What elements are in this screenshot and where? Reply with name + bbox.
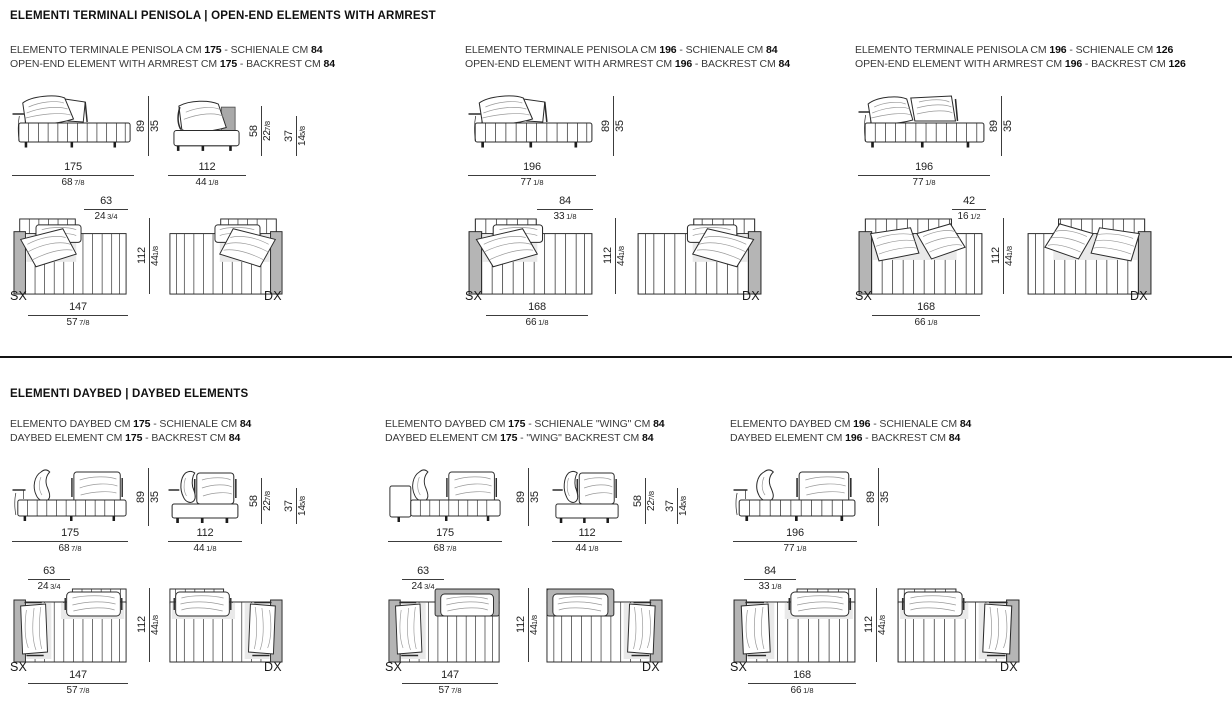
subtitle-it: ELEMENTO TERMINALE PENISOLA CM 196 - SCHIENALE CM 126 <box>855 44 1174 56</box>
plan-view-sx-drawing <box>858 218 984 296</box>
plan-view-sx-drawing <box>388 588 501 664</box>
armrest-height-dimension: 58 227/8 <box>248 106 276 156</box>
height-dimension: 89 35 <box>865 468 892 526</box>
front-view-drawing <box>12 466 128 526</box>
plan-view-dx-drawing <box>168 588 283 664</box>
open-part-dimension: 84 33 1/8 <box>537 196 593 222</box>
subtitle-it: ELEMENTO TERMINALE PENISOLA CM 175 - SCHIENALE CM 84 <box>10 44 323 56</box>
plan-width-dimension: 147 57 7/8 <box>28 302 128 328</box>
sx-label: SX <box>385 660 403 674</box>
section-divider <box>0 356 1232 358</box>
plan-width-dimension: 168 66 1/8 <box>748 670 856 696</box>
subtitle-it: ELEMENTO DAYBED CM 175 - SCHIENALE "WING" CM 84 <box>385 418 665 430</box>
plan-view-dx-drawing <box>545 588 663 664</box>
width-dimension: 196 77 1/8 <box>468 162 596 188</box>
plan-view-dx-drawing <box>168 218 283 296</box>
width-dimension: 196 77 1/8 <box>733 528 857 554</box>
plan-depth-dimension: 112 441/8 <box>990 218 1018 294</box>
plan-width-dimension: 168 66 1/8 <box>486 302 588 328</box>
width-dimension: 175 68 7/8 <box>12 528 128 554</box>
open-part-dimension: 63 24 3/4 <box>84 196 128 222</box>
pillow-dimension: 63 24 3/4 <box>402 566 444 592</box>
height-dimension: 89 35 <box>515 468 542 526</box>
dx-label: DX <box>642 660 660 674</box>
seat-height-dimension: 37 145/8 <box>283 116 311 156</box>
dx-label: DX <box>1000 660 1018 674</box>
subtitle-en: DAYBED ELEMENT CM 175 - "WING" BACKREST CM 84 <box>385 432 654 444</box>
plan-depth-dimension: 112 441/8 <box>515 588 543 662</box>
subtitle-en: OPEN-END ELEMENT WITH ARMREST CM 196 - BACKREST CM 84 <box>465 58 790 70</box>
plan-view-dx-drawing <box>636 218 762 296</box>
plan-view-sx-drawing <box>13 588 128 664</box>
pillow-dimension: 63 24 3/4 <box>28 566 70 592</box>
dx-label: DX <box>264 660 282 674</box>
height-dimension: 89 35 <box>135 468 162 526</box>
plan-depth-dimension: 112 441/8 <box>863 588 891 662</box>
end-view-drawing <box>170 100 244 156</box>
subtitle-it: ELEMENTO DAYBED CM 196 - SCHIENALE CM 84 <box>730 418 972 430</box>
depth-dimension: 112 44 1/8 <box>168 528 242 554</box>
plan-width-dimension: 147 57 7/8 <box>28 670 128 696</box>
open-part-dimension: 42 16 1/2 <box>952 196 986 222</box>
subtitle-it: ELEMENTO TERMINALE PENISOLA CM 196 - SCHIENALE CM 84 <box>465 44 778 56</box>
front-view-drawing <box>858 94 990 156</box>
section-title-daybed: ELEMENTI DAYBED | DAYBED ELEMENTS <box>10 388 249 400</box>
armrest-height-dimension: 58 227/8 <box>248 478 276 524</box>
depth-dimension: 112 44 1/8 <box>552 528 622 554</box>
pillow-dimension: 84 33 1/8 <box>744 566 796 592</box>
plan-view-sx-drawing <box>468 218 594 296</box>
dx-label: DX <box>742 289 760 303</box>
sx-label: SX <box>730 660 748 674</box>
plan-depth-dimension: 112 441/8 <box>602 218 630 294</box>
sx-label: SX <box>10 660 28 674</box>
end-view-drawing <box>168 468 242 526</box>
plan-depth-dimension: 112 441/8 <box>136 218 164 294</box>
seat-height-dimension: 37 145/8 <box>283 488 311 524</box>
plan-width-dimension: 147 57 7/8 <box>402 670 498 696</box>
front-view-drawing <box>733 466 857 526</box>
front-view-drawing <box>468 94 596 156</box>
sx-label: SX <box>855 289 873 303</box>
plan-width-dimension: 168 66 1/8 <box>872 302 980 328</box>
subtitle-en: DAYBED ELEMENT CM 175 - BACKREST CM 84 <box>10 432 241 444</box>
width-dimension: 175 68 7/8 <box>12 162 134 188</box>
subtitle-en: OPEN-END ELEMENT WITH ARMREST CM 196 - BACKREST CM 126 <box>855 58 1186 70</box>
height-dimension: 89 35 <box>600 96 627 156</box>
height-dimension: 89 35 <box>135 96 162 156</box>
end-view-drawing <box>552 468 622 526</box>
dx-label: DX <box>264 289 282 303</box>
front-view-drawing <box>12 94 134 156</box>
section-title-open-end: ELEMENTI TERMINALI PENISOLA | OPEN-END ELEMENTS WITH ARMREST <box>10 10 436 22</box>
plan-view-sx-drawing <box>733 588 857 664</box>
front-view-drawing <box>388 466 502 526</box>
subtitle-it: ELEMENTO DAYBED CM 175 - SCHIENALE CM 84 <box>10 418 252 430</box>
seat-height-dimension: 37 145/8 <box>664 488 692 524</box>
depth-dimension: 112 44 1/8 <box>168 162 246 188</box>
height-dimension: 89 35 <box>988 96 1015 156</box>
plan-view-sx-drawing <box>13 218 128 296</box>
sx-label: SX <box>465 289 483 303</box>
subtitle-en: OPEN-END ELEMENT WITH ARMREST CM 175 - BACKREST CM 84 <box>10 58 335 70</box>
width-dimension: 196 77 1/8 <box>858 162 990 188</box>
plan-depth-dimension: 112 441/8 <box>136 588 164 662</box>
plan-view-dx-drawing <box>896 588 1020 664</box>
armrest-height-dimension: 58 227/8 <box>632 478 660 524</box>
plan-view-dx-drawing <box>1026 218 1152 296</box>
sx-label: SX <box>10 289 28 303</box>
dx-label: DX <box>1130 289 1148 303</box>
subtitle-en: DAYBED ELEMENT CM 196 - BACKREST CM 84 <box>730 432 961 444</box>
width-dimension: 175 68 7/8 <box>388 528 502 554</box>
